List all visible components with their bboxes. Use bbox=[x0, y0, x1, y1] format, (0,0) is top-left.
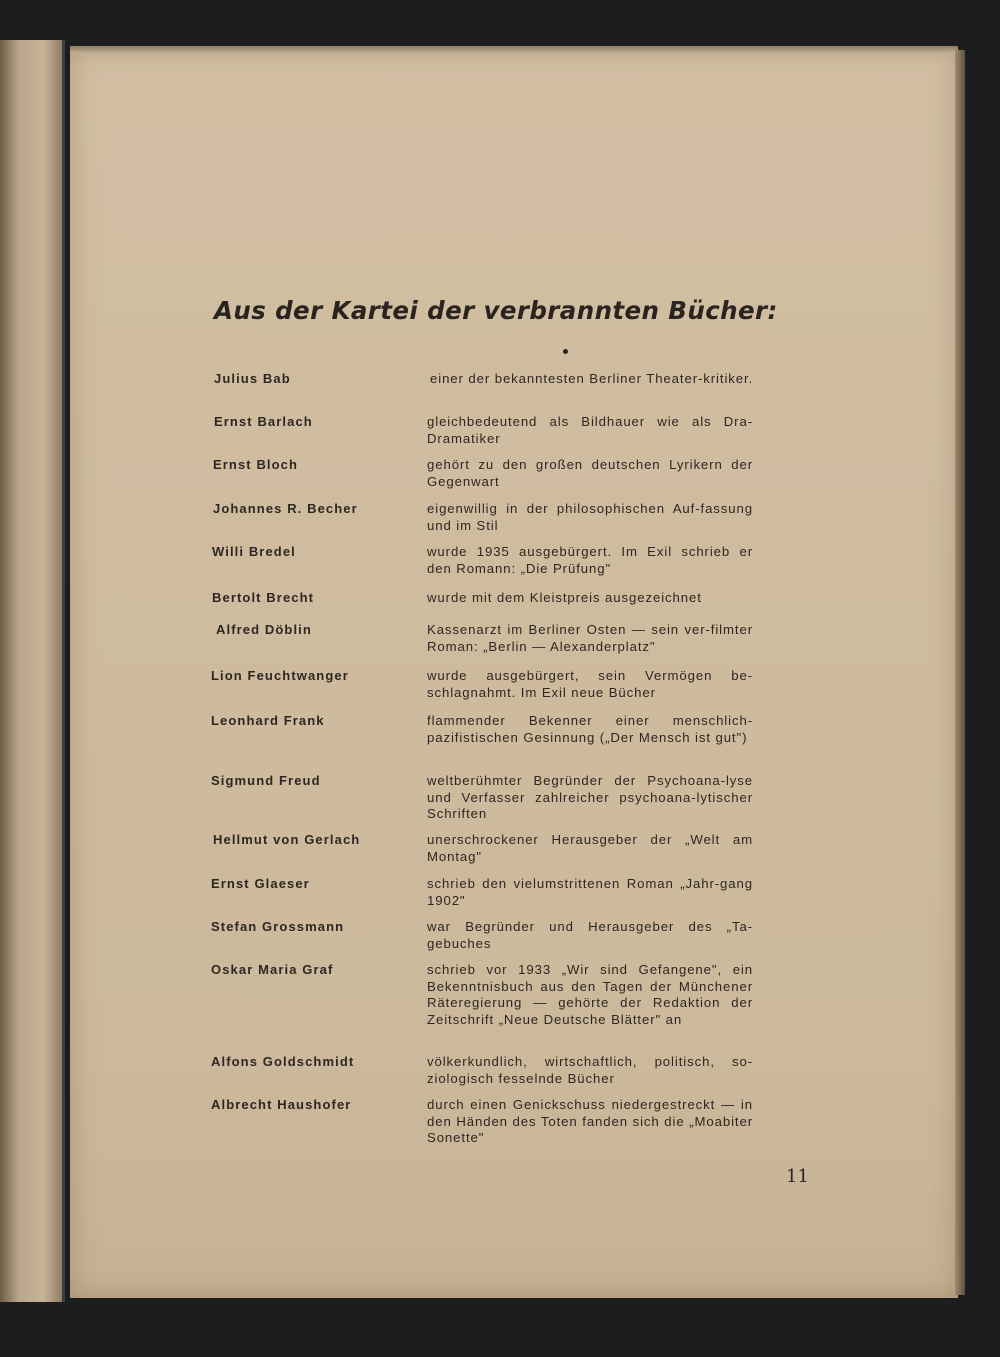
author-description: wurde 1935 ausgebürgert. Im Exil schrieb er den Romann: „Die Prüfung" bbox=[427, 544, 753, 576]
author-name: Bertolt Brecht bbox=[212, 590, 315, 605]
author-name: Ernst Glaeser bbox=[211, 876, 310, 891]
author-description: flammender Bekenner einer menschlich-pazifistischen Gesinnung („Der Mensch ist gut") bbox=[427, 713, 753, 745]
author-name: Albrecht Haushofer bbox=[211, 1097, 352, 1112]
author-name: Stefan Grossmann bbox=[211, 919, 345, 934]
author-description: wurde ausgebürgert, sein Vermögen be-schlagnahmt. Im Exil neue Bücher bbox=[427, 668, 753, 700]
author-name: Julius Bab bbox=[214, 371, 291, 386]
author-description: gehört zu den großen deutschen Lyrikern der Gegenwart bbox=[427, 457, 753, 489]
author-description: war Begründer und Herausgeber des „Ta-gebuches bbox=[427, 919, 753, 951]
author-name: Leonhard Frank bbox=[211, 713, 325, 728]
author-description: gleichbedeutend als Bildhauer wie als Dra-Dramatiker bbox=[427, 414, 753, 446]
author-name: Alfons Goldschmidt bbox=[211, 1054, 355, 1069]
page-number: 11 bbox=[786, 1166, 809, 1187]
author-description: Kassenarzt im Berliner Osten — sein ver-filmter Roman: „Berlin — Alexanderplatz" bbox=[427, 622, 753, 654]
author-description: wurde mit dem Kleistpreis ausgezeichnet bbox=[427, 590, 702, 605]
author-name: Ernst Barlach bbox=[214, 414, 313, 429]
author-description: einer der bekanntesten Berliner Theater-kritiker. bbox=[430, 371, 754, 386]
author-name: Alfred Döblin bbox=[216, 622, 312, 637]
author-description: schrieb den vielumstrittenen Roman „Jahr-gang 1902" bbox=[427, 876, 753, 908]
author-description: weltberühmter Begründer der Psychoana-lyse und Verfasser zahlreicher psychoana-lytischer Schriften bbox=[427, 773, 753, 821]
author-name: Oskar Maria Graf bbox=[211, 962, 334, 977]
author-name: Johannes R. Becher bbox=[213, 501, 358, 516]
author-description: unerschrockener Herausgeber der „Welt am Montag" bbox=[427, 832, 753, 864]
page-title: Aus der Kartei der verbrannten Bücher: bbox=[214, 296, 778, 325]
author-description: völkerkundlich, wirtschaftlich, politisch, so-ziologisch fesselnde Bücher bbox=[427, 1054, 753, 1086]
author-name: Willi Bredel bbox=[212, 544, 296, 559]
author-description: durch einen Genickschuss niedergestreckt — in den Händen des Toten fanden sich die „Moabiter Sonette" bbox=[427, 1097, 753, 1145]
author-name: Hellmut von Gerlach bbox=[213, 832, 361, 847]
author-name: Sigmund Freud bbox=[211, 773, 321, 788]
author-name: Lion Feuchtwanger bbox=[211, 668, 349, 683]
author-description: eigenwillig in der philosophischen Auf-fassung und im Stil bbox=[427, 501, 753, 533]
author-description: schrieb vor 1933 „Wir sind Gefangene", ein Bekenntnisbuch aus den Tagen der Münchener Räteregierung — gehörte der Redaktion der Zeitschrift „Neue Deutsche Blätter" an bbox=[427, 962, 753, 1027]
author-name: Ernst Bloch bbox=[213, 457, 299, 472]
